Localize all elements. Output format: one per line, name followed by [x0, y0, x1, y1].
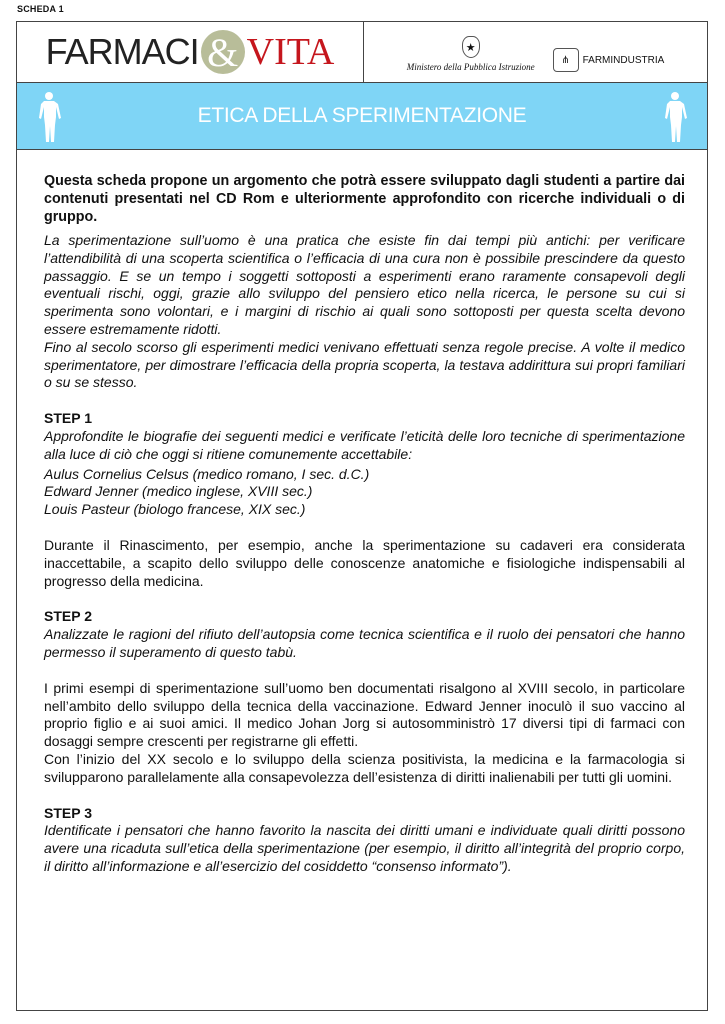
human-figure-icon — [36, 91, 62, 143]
logo-farmaci: FARMACI — [45, 31, 199, 72]
body-paragraph: Con l’inizio del XX secolo e lo sviluppo della scienza positivista, la medicina e la farmacologia si svilupparono parallelamente alla consapevolezza dell’esistenza di diritti inalienabili per tutti gli uomini. — [44, 750, 685, 785]
step-text: Identificate i pensatori che hanno favorito la nascita dei diritti umani e individuate quali diritti possono avere una ricaduta sull’etica della sperimentazione (per esempio, il diritto all’integrità del proprio corpo, il diritto all’informazione e all’esercizio del cosiddetto “consenso informato”). — [44, 822, 685, 874]
logo-ampersand: & — [201, 30, 245, 74]
list-item: Louis Pasteur (biologo francese, XIX sec.) — [44, 501, 306, 518]
header — [17, 22, 707, 83]
list-item: Aulus Cornelius Celsus (medico romano, I sec. d.C.) — [44, 465, 370, 482]
ministry-logo — [407, 36, 535, 72]
partner-logos — [364, 22, 707, 82]
human-figure-icon — [662, 91, 688, 143]
page-title: ETICA DELLA SPERIMENTAZIONE — [197, 104, 527, 127]
logo-vita: VITA — [246, 31, 335, 73]
farmindustria-mark-icon: ⋔ — [553, 48, 579, 72]
ministry-name: Ministero della Pubblica Istruzione — [406, 62, 535, 72]
step-heading: STEP 1 — [44, 410, 92, 427]
body-paragraph: I primi esempi di sperimentazione sull’uomo ben documentati risalgono al XVIII secolo, in particolare nell’ambito dello sviluppo della tecnica della vaccinazione. Edward Jenner inoculò il suo vaccino al proprio figlio e ai suoi amici. Il medico Johan Jorg si autosomministrò 17 diversi tipi di farmaci con dosaggi sempre crescenti per registrarne gli effetti. — [44, 679, 685, 750]
farmindustria-logo — [553, 48, 665, 72]
step-heading: STEP 3 — [44, 804, 92, 821]
intro-paragraph: Fino al secolo scorso gli esperimenti medici venivano effettuati senza regole precise. A volte il medico sperimentatore, per dimostrare l’efficacia della propria scoperta, la testava addirittura sui propri familiari o su se stesso. — [44, 338, 685, 391]
step-text: Approfondite le biografie dei seguenti medici e verificate l’eticità delle loro tecniche di sperimentazione alla luce di ciò che oggi si ritiene comunemente accettabile: — [44, 427, 685, 462]
list-item: Edward Jenner (medico inglese, XVIII sec.) — [44, 483, 313, 500]
lead-paragraph: Questa scheda propone un argomento che potrà essere sviluppato dagli studenti a partire dai contenuti presentati nel CD Rom e ulteriormente approfondito con ricerche individuali o di gruppo. — [44, 173, 685, 225]
sheet-label: SCHEDA 1 — [17, 4, 64, 14]
page-frame — [16, 21, 708, 1011]
body-paragraph: Durante il Rinascimento, per esempio, anche la sperimentazione su cadaveri era considerata inaccettabile, a scapito dello sviluppo delle conoscenze anatomiche e fisiologiche indispensabili al progresso della medicina. — [44, 536, 685, 589]
intro-paragraph: La sperimentazione sull’uomo è una pratica che esiste fin dai tempi più antichi: per verificare l’attendibilità di una scoperta scientifica o l’efficacia di una cura non è possibile prescindere da questo passaggio. E se un tempo i soggetti sottoposti a esperimenti erano raramente consapevoli degli eventuali rischi, oggi, grazie allo sviluppo del pensiero etico nella ricerca, le persone su cui si sperimenta sono volontari, e i margini di rischio ai quali sono sottoposti per questa scelta devono essere estremamente ridotti. — [44, 232, 685, 337]
farmaci-vita-logo — [17, 22, 364, 82]
step-heading: STEP 2 — [44, 608, 92, 625]
step-text: Analizzate le ragioni del rifiuto dell’autopsia come tecnica scientifica e il ruolo dei pensatori che hanno permesso il superamento di questo tabù. — [44, 626, 685, 660]
content — [44, 172, 685, 876]
physician-list — [44, 466, 685, 519]
title-banner — [17, 83, 707, 150]
republic-emblem-icon: ★ — [462, 36, 480, 58]
farmindustria-name: FARMINDUSTRIA — [582, 54, 665, 66]
